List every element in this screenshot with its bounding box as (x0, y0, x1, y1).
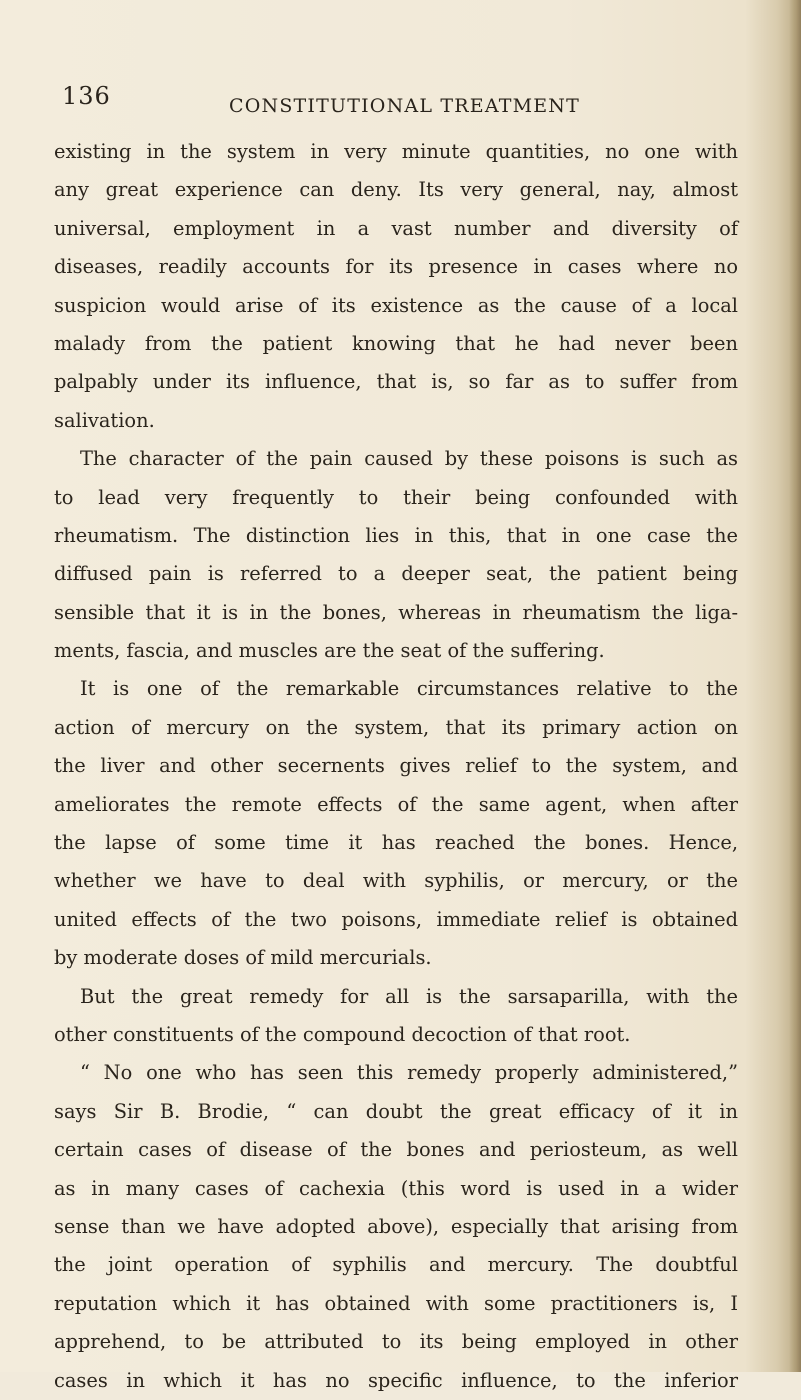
text-line: universal, employment in a vast number and diversity of (54, 216, 738, 240)
text-line: palpably under its influence, that is, so far as to suffer from (54, 370, 738, 394)
text-line: ments, fascia, and muscles are the seat of the suffering. (54, 639, 605, 663)
text-line: action of mercury on the system, that its primary action on (54, 715, 738, 739)
text-line: as in many cases of cachexia (this word is used in a wider (54, 1176, 738, 1200)
text-line: united effects of the two poisons, immediate relief is obtained (54, 907, 738, 931)
text-line: the joint operation of syphilis and mercury. The doubtful (54, 1253, 738, 1277)
running-head: CONSTITUTIONAL TREATMENT (229, 95, 581, 117)
text-line: sensible that it is in the bones, whereas in rheumatism the liga- (54, 600, 738, 624)
text-line: diseases, readily accounts for its presence in cases where no (54, 255, 738, 279)
text-line: by moderate doses of mild mercurials. (54, 946, 432, 970)
text-line: rheumatism. The distinction lies in this, that in one case the (54, 523, 738, 547)
text-line: other constituents of the compound decoction of that root. (54, 1022, 631, 1046)
text-line: But the great remedy for all is the sarsaparilla, with the (80, 984, 738, 1008)
text-line: sense than we have adopted above), especially that arising from (54, 1214, 738, 1238)
text-line: salivation. (54, 408, 155, 432)
page-edge-shadow (789, 0, 801, 1372)
text-line: ameliorates the remote effects of the same agent, when after (54, 792, 738, 816)
text-line: any great experience can deny. Its very general, nay, almost (54, 178, 738, 202)
text-line: apprehend, to be attributed to its being employed in other (54, 1330, 738, 1354)
text-line: existing in the system in very minute quantities, no one with (54, 140, 738, 163)
text-line: says Sir B. Brodie, “ can doubt the great efficacy of it in (54, 1099, 738, 1123)
text-line: to lead very frequently to their being confounded with (54, 485, 738, 509)
text-line: certain cases of disease of the bones and periosteum, as well (54, 1138, 738, 1162)
text-line: “ No one who has seen this remedy properly administered,” (80, 1061, 738, 1085)
text-line: cases in which it has no specific influence, to the inferior (54, 1368, 738, 1392)
text-line: malady from the patient knowing that he had never been (54, 331, 738, 355)
page-number: 136 (62, 82, 111, 110)
body-text (54, 133, 738, 1400)
text-line: the lapse of some time it has reached the bones. Hence, (54, 831, 738, 855)
text-line: The character of the pain caused by these poisons is such as (80, 447, 738, 471)
text-line: diffused pain is referred to a deeper seat, the patient being (54, 562, 738, 586)
text-line: reputation which it has obtained with some practitioners is, I (54, 1291, 738, 1315)
text-line: It is one of the remarkable circumstances relative to the (80, 677, 738, 701)
text-line: whether we have to deal with syphilis, or mercury, or the (54, 869, 738, 893)
text-line: suspicion would arise of its existence as the cause of a local (54, 293, 738, 317)
text-line: the liver and other secernents gives relief to the system, and (54, 754, 738, 778)
